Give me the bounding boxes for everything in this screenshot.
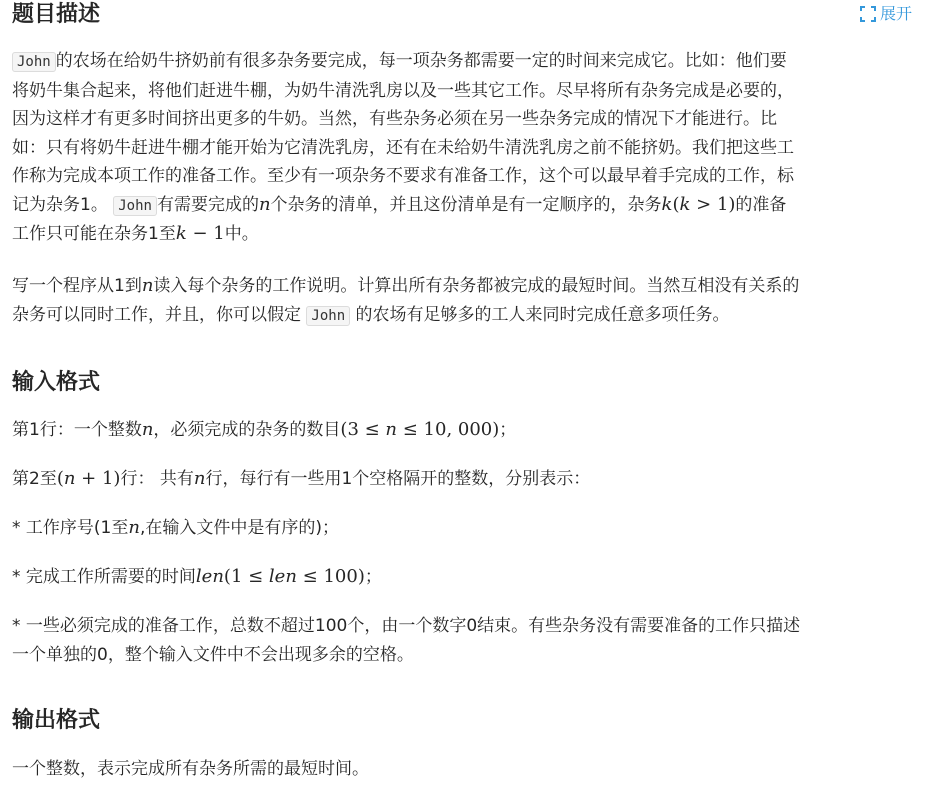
math-var: n	[193, 468, 206, 489]
text: 因为这样才有更多时间挤出更多的牛奶。当然，有些杂务必须在另一些杂务完成的情况下才能进行。比	[12, 109, 777, 129]
text: * 一些必须完成的准备工作，总数不超过100个，由一个数字0结束。有些杂务没有需要准备的工作只描述	[12, 616, 801, 636]
math: − 1	[186, 223, 225, 244]
text: 的农场在给奶牛挤奶前有很多杂务要完成，每一项杂务都需要一定的时间来完成它。比如：他们要	[55, 51, 787, 71]
text: ,在输入文件中是有序的)；	[139, 518, 339, 538]
math-var: n	[258, 193, 271, 215]
math-var: n	[141, 419, 154, 440]
inline-code: John	[113, 196, 157, 216]
text: * 工作序号(1至	[12, 518, 129, 538]
text: 写一个程序从1到	[12, 276, 142, 296]
text: 杂务可以同时工作，并且，你可以假定	[12, 304, 301, 325]
expand-icon	[860, 6, 876, 22]
math: (	[56, 468, 64, 489]
input-line-4	[12, 563, 912, 592]
text: 中。	[224, 224, 259, 244]
expand-label: 展开	[879, 4, 912, 23]
math-var: len	[268, 566, 297, 587]
input-line-3	[12, 514, 912, 543]
text: 作称为完成本项工作的准备工作。至少有一项杂务不要求有准备工作，这个可以最早着手完成的工作，标	[12, 166, 794, 186]
text: ；	[364, 567, 382, 587]
math: (	[672, 193, 680, 215]
text: 第2至	[12, 469, 57, 489]
text: 行： 共有	[120, 469, 194, 489]
text: * 完成工作所需要的时间	[12, 567, 196, 587]
math-var: n	[141, 275, 154, 296]
math: ≤ 100)	[296, 566, 365, 587]
math-var: k	[661, 193, 673, 215]
text: 读入每个杂务的工作说明。计算出所有杂务都被完成的最短时间。当然互相没有关系的	[153, 276, 800, 296]
text: 第1行：一个整数	[12, 420, 142, 440]
math: ≤ 10, 000)	[397, 419, 500, 440]
text: 将奶牛集合起来，将他们赶进牛棚，为奶牛清洗乳房以及一些其它工作。尽早将所有杂务完成是必要的，	[12, 80, 794, 101]
description-title: 题目描述	[12, 2, 101, 27]
output-line-1	[12, 755, 912, 784]
math-var: n	[385, 419, 398, 440]
text: 的农场有足够多的工人来同时完成任意多项任务。	[355, 304, 730, 325]
text: 行，每行有一些用1个空格隔开的整数，分别表示：	[205, 469, 591, 489]
text: 有需要完成的	[156, 194, 259, 215]
input-line-5	[12, 612, 912, 669]
text: 记为杂务1。	[12, 194, 108, 215]
problem-content	[12, 0, 912, 779]
text: ；	[499, 420, 517, 440]
description-header	[12, 0, 912, 30]
math: + 1)	[75, 468, 121, 489]
text: ，必须完成的杂务的数目	[153, 420, 341, 440]
text: 如：只有将奶牛赶进牛棚才能开始为它清洗乳房，还有在未给奶牛清洗乳房之前不能挤奶。我们把这些工	[12, 137, 794, 158]
math: (3 ≤	[340, 419, 386, 440]
input-line-2	[12, 465, 912, 494]
input-format-title: 输入格式	[12, 370, 101, 395]
text: 一个单独的0，整个输入文件中不会出现多余的空格。	[12, 644, 414, 665]
math-var: k	[175, 223, 187, 244]
inline-code: John	[12, 52, 56, 72]
math-var: n	[63, 468, 76, 489]
text: 一个整数，表示完成所有杂务所需的最短时间。	[12, 759, 369, 779]
text: 个杂务的清单，并且这份清单是有一定顺序的，杂务	[270, 194, 662, 215]
text: 工作只可能在杂务1至	[12, 224, 176, 244]
inline-code: John	[306, 306, 350, 326]
math: (1 ≤	[223, 566, 269, 587]
expand-button[interactable]	[860, 3, 912, 25]
math-var: n	[128, 517, 140, 538]
description-paragraph-2	[12, 272, 912, 330]
description-paragraph-1	[12, 47, 912, 249]
input-line-1	[12, 416, 912, 445]
math-var: k	[679, 193, 691, 215]
output-format-title: 输出格式	[12, 708, 101, 733]
math: > 1)	[690, 193, 736, 215]
text: 的准备	[735, 194, 787, 215]
math-var: len	[195, 566, 224, 587]
